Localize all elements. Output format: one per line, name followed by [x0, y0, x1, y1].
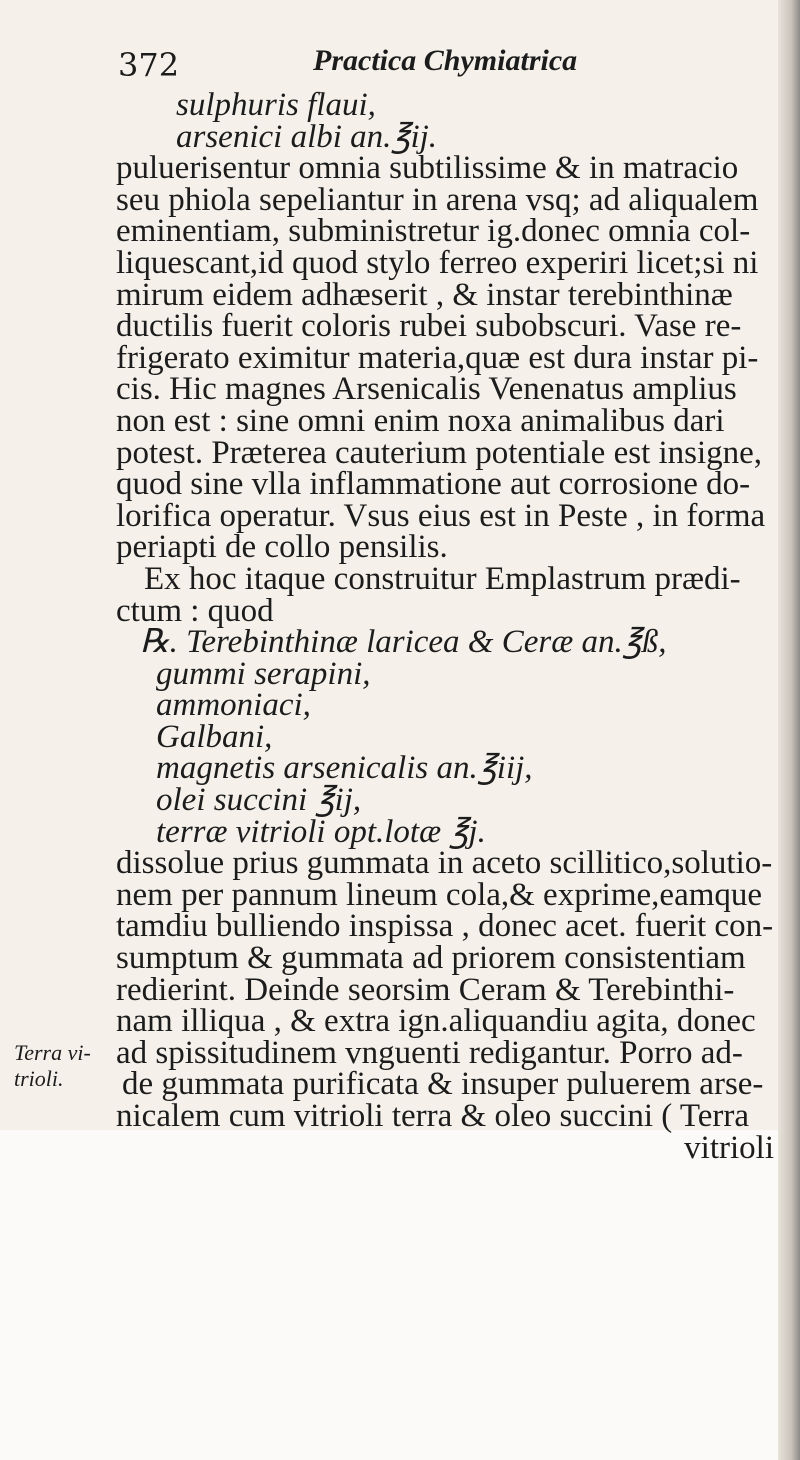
text-line: ad spissitudinem vnguenti redigantur. Porro ad- — [116, 1034, 743, 1071]
recipe-line: gummi serapini, — [156, 655, 371, 692]
text-line: Ex hoc itaque construitur Emplastrum prædi- — [144, 560, 741, 597]
text-line: lorifica operatur. Vsus eius est in Peste , in forma — [116, 497, 766, 534]
recipe-line: sulphuris flaui, — [176, 87, 376, 123]
recipe-line: ammoniaci, — [156, 687, 311, 724]
text-line: eminentiam, subministretur ig.donec omnia col- — [116, 213, 751, 250]
text-line: dissolue prius gummata in aceto scillitico,solutio- — [116, 845, 773, 882]
body-text — [116, 87, 788, 1166]
text-line: non est : sine omni enim noxa animalibus dari — [116, 402, 725, 439]
text-line: de gummata purificata & insuper puluerem arse- — [122, 1066, 764, 1103]
text-line: frigerato eximitur materia,quæ est dura instar pi- — [116, 339, 759, 376]
text-line: mirum eidem adhæserit , & instar terebinthinæ — [116, 276, 733, 313]
text-line: periapti de collo pensilis. — [116, 529, 448, 566]
text-line: ctum : quod — [116, 592, 274, 629]
text-line: liquescant,id quod stylo ferreo experiri licet;si ni — [116, 244, 759, 281]
margin-note — [14, 1040, 114, 1092]
text-line: cis. Hic magnes Arsenicalis Venenatus amplius — [116, 371, 737, 408]
page-header — [118, 40, 758, 90]
text-line: nam illiqua , & extra ign.aliquandiu agita, donec — [116, 1003, 756, 1040]
margin-note-line: Terra vi- — [14, 1040, 91, 1065]
margin-note-line: trioli. — [14, 1066, 64, 1091]
catchword: vitrioli — [684, 1129, 774, 1166]
recipe-line: arsenici albi an.℥ij. — [176, 118, 438, 155]
page-bottom-margin — [0, 1130, 800, 1460]
text-line: sumptum & gummata ad priorem consistentiam — [116, 940, 746, 977]
recipe-line: terræ vitrioli opt.lotæ ℥j. — [156, 813, 486, 850]
recipe-line: Galbani, — [156, 718, 273, 755]
text-line: nem per pannum lineum cola,& exprime,eamque — [116, 876, 763, 913]
text-line: quod sine vlla inflammatione aut corrosione do- — [116, 466, 751, 503]
text-line: seu phiola sepeliantur in arena vsq; ad aliqualem — [116, 181, 759, 218]
recipe-line: ℞. Terebinthinæ laricea & Ceræ an.℥ß, — [140, 624, 667, 661]
text-line: puluerisentur omnia subtilissime & in matracio — [116, 150, 739, 187]
recipe-line: magnetis arsenicalis an.℥iij, — [156, 750, 533, 787]
page-number: 372 — [118, 46, 180, 84]
recipe-line: olei succini ℥ij, — [156, 782, 362, 819]
text-line: redierint. Deinde seorsim Ceram & Terebinthi- — [116, 971, 735, 1008]
text-line: nicalem cum vitrioli terra & oleo succini ( Terra — [116, 1098, 750, 1134]
running-title: Practica Chymiatrica — [313, 44, 578, 77]
text-line: ductilis fuerit coloris rubei subobscuri. Vase re- — [116, 308, 742, 345]
text-line: potest. Præterea cauterium potentiale est insigne, — [116, 434, 763, 471]
text-line: tamdiu bulliendo inspissa , donec acet. fuerit con- — [116, 908, 774, 945]
